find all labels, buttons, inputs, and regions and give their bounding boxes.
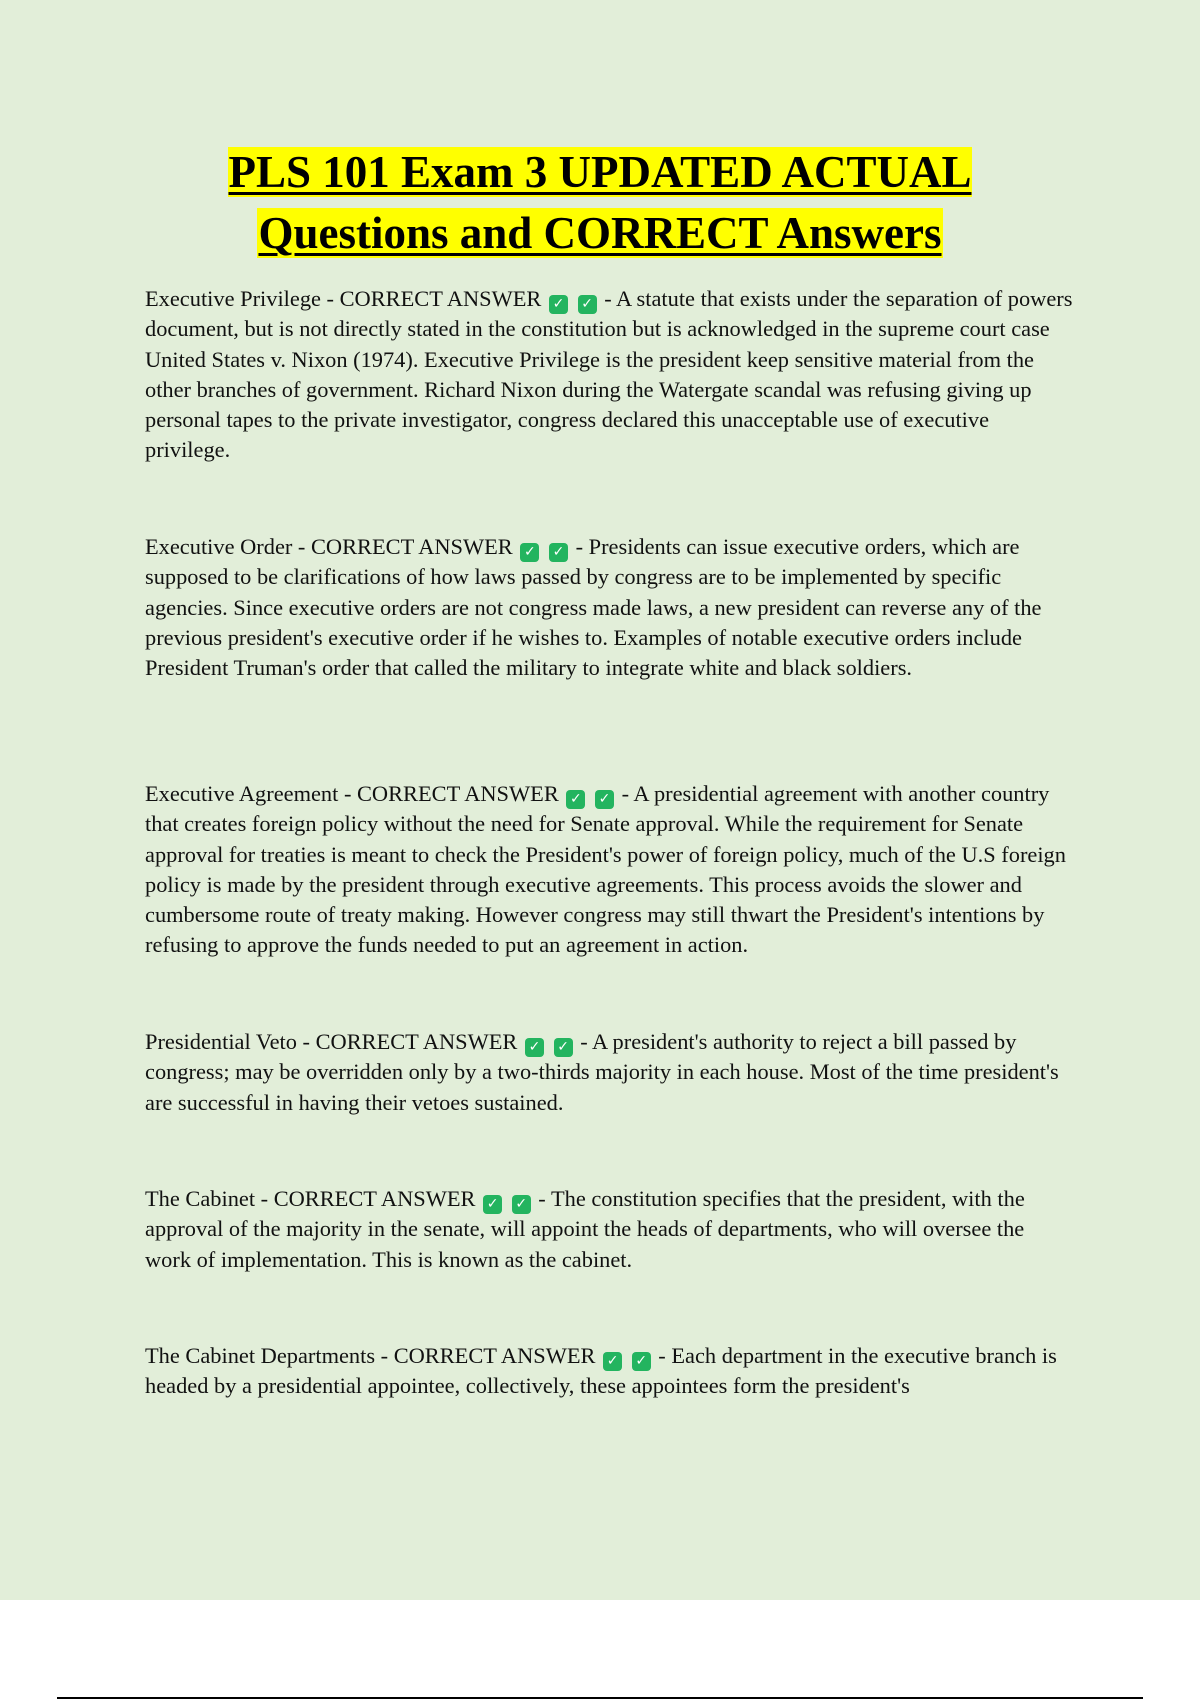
check-mark-icon: ✓ [554,1038,573,1057]
entry-term: The Cabinet - CORRECT ANSWER [145,1186,476,1211]
entry-term: Executive Agreement - CORRECT ANSWER [145,781,559,806]
check-mark-icon: ✓ [525,1038,544,1057]
title-line-1: PLS 101 Exam 3 UPDATED ACTUAL [228,147,972,197]
document-title [0,142,1200,264]
entry-term: Presidential Veto - CORRECT ANSWER [145,1029,518,1054]
check-mark-icon: ✓ [578,295,597,314]
check-mark-icon: ✓ [603,1352,622,1371]
check-mark-icon: ✓ [632,1352,651,1371]
check-mark-icon: ✓ [595,790,614,809]
entry-definition: - Presidents can issue executive orders, which are supposed to be clarifications of how laws passed by congress are to be implemented by specific agencies. Since executive orders are not congress made laws, a new president can reverse any of the previous president's executive order if he wishes to. Examples of notable executive orders include President Truman's order that called the military to integrate white and black soldiers. [145,534,1042,681]
entry-executive-privilege [145,284,1075,466]
entry-definition: - Each department in the executive branch is headed by a presidential appointee, collectively, these appointees form the president's [145,1343,1057,1399]
entry-the-cabinet-departments [145,1341,1075,1402]
entry-term: Executive Privilege - CORRECT ANSWER [145,286,542,311]
entry-definition: - A statute that exists under the separation of powers document, but is not directly stated in the constitution but is acknowledged in the supreme court case United States v. Nixon (1974). Executive Privilege is the president keep sensitive material from the other branches of government. Richard Nixon during the Watergate scandal was refusing giving up personal tapes to the private investigator, congress declared this unacceptable use of executive privilege. [145,286,1073,463]
entry-definition: - A president's authority to reject a bill passed by congress; may be overridden only by a two-thirds majority in each house. Most of the time president's are successful in having their vetoes sustained. [145,1029,1059,1115]
footer-divider [57,1697,1143,1699]
entry-executive-order [145,532,1075,683]
entry-the-cabinet [145,1184,1075,1275]
check-mark-icon: ✓ [512,1195,531,1214]
entry-definition: - A presidential agreement with another country that creates foreign policy without the need for Senate approval. While the requirement for Senate approval for treaties is meant to check the President's power of foreign policy, much of the U.S foreign policy is made by the president through executive agreements. This process avoids the slower and cumbersome route of treaty making. However congress may still thwart the President's intentions by refusing to approve the funds needed to put an agreement in action. [145,781,1066,958]
entry-definition: - The constitution specifies that the president, with the approval of the majority in the senate, will appoint the heads of departments, who will oversee the work of implementation. This is known as the cabinet. [145,1186,1025,1272]
entry-executive-agreement [145,779,1075,961]
entry-presidential-veto [145,1027,1075,1118]
title-line-2: Questions and CORRECT Answers [258,208,942,258]
check-mark-icon: ✓ [549,295,568,314]
check-mark-icon: ✓ [520,543,539,562]
check-mark-icon: ✓ [483,1195,502,1214]
entry-term: The Cabinet Departments - CORRECT ANSWER [145,1343,596,1368]
check-mark-icon: ✓ [549,543,568,562]
entry-term: Executive Order - CORRECT ANSWER [145,534,513,559]
check-mark-icon: ✓ [566,790,585,809]
